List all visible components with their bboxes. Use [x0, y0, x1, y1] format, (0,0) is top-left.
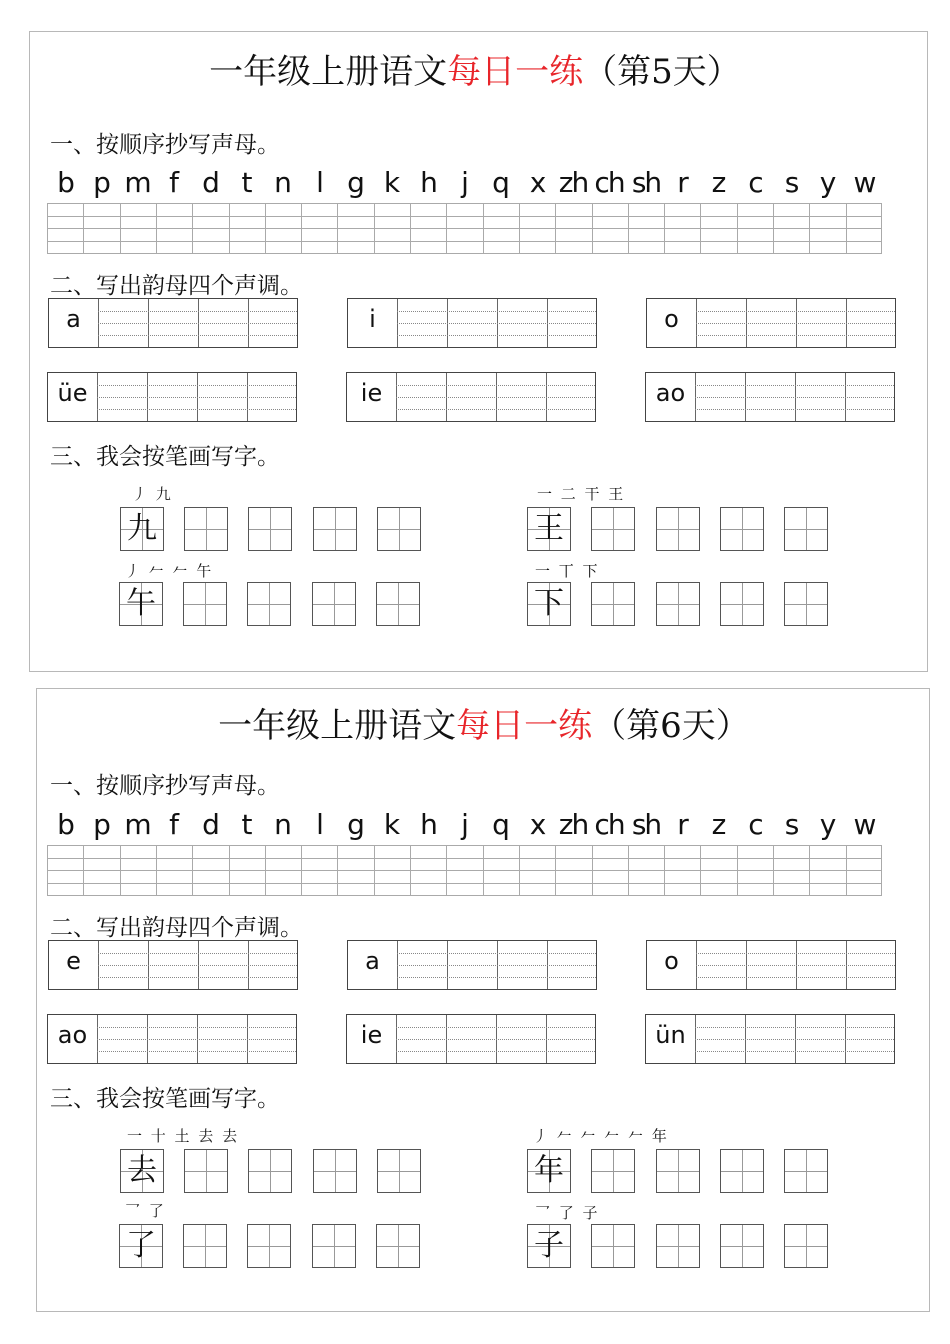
practice-box[interactable] [376, 582, 420, 626]
initials-writing-grid[interactable] [47, 845, 882, 895]
initial-letter: m [124, 808, 150, 841]
grid-line [265, 203, 266, 253]
tone-box[interactable] [47, 372, 297, 422]
practice-box[interactable] [591, 1224, 635, 1268]
practice-box[interactable] [591, 507, 635, 551]
practice-box[interactable] [784, 582, 828, 626]
grid-line [628, 845, 629, 895]
guide-line [695, 1039, 894, 1040]
grid-line [846, 845, 847, 895]
initial-letter: c [748, 808, 762, 841]
model-character: 去 [127, 1153, 157, 1188]
grid-line [301, 845, 302, 895]
tone-box[interactable] [48, 940, 298, 990]
grid-line [446, 845, 447, 895]
guide-line [397, 335, 596, 336]
title-highlight: 每日一练 [456, 706, 593, 746]
initial-letter: ch [594, 166, 624, 199]
section-initials-heading: 一、按顺序抄写声母。 [50, 132, 280, 158]
practice-box[interactable] [313, 1149, 357, 1193]
grid-line [120, 203, 121, 253]
practice-box[interactable] [248, 507, 292, 551]
guide-line [97, 397, 296, 398]
guide-line [97, 385, 296, 386]
initial-letter: j [461, 808, 467, 841]
tone-box[interactable] [47, 1014, 297, 1064]
practice-box[interactable] [784, 1224, 828, 1268]
grid-line [555, 845, 556, 895]
grid-line [446, 203, 447, 253]
initial-letter: s [784, 166, 798, 199]
grid-line [337, 845, 338, 895]
initial-letter: w [853, 166, 875, 199]
initial-letter: k [383, 808, 399, 841]
grid-line [592, 845, 593, 895]
final-label: a [66, 305, 81, 333]
grid-line [47, 241, 882, 242]
guide-line [695, 1051, 894, 1052]
guide-line [696, 335, 895, 336]
practice-box[interactable] [184, 1149, 228, 1193]
guide-line [396, 385, 595, 386]
grid-line [773, 845, 774, 895]
practice-box[interactable] [377, 1149, 421, 1193]
grid-line [809, 845, 810, 895]
initial-letter: l [316, 166, 322, 199]
final-label: ao [57, 1021, 88, 1049]
stroke-order: 丿 九 [132, 485, 173, 503]
initial-letter: zh [558, 808, 588, 841]
guide-line [696, 323, 895, 324]
grid-line [120, 845, 121, 895]
grid-line [881, 845, 882, 895]
initials-row [47, 166, 882, 200]
model-character-box [119, 582, 163, 626]
practice-box[interactable] [720, 1224, 764, 1268]
tone-box[interactable] [346, 1014, 596, 1064]
initials-row [47, 808, 882, 842]
initial-letter: f [169, 808, 177, 841]
grid-line [337, 203, 338, 253]
guide-line [696, 311, 895, 312]
initial-letter: sh [631, 166, 661, 199]
practice-box[interactable] [591, 1149, 635, 1193]
practice-box[interactable] [656, 507, 700, 551]
section-strokes-heading: 三、我会按笔画写字。 [50, 444, 280, 470]
guide-line [696, 977, 895, 978]
guide-line [397, 323, 596, 324]
grid-line [229, 845, 230, 895]
initial-letter: h [420, 166, 436, 199]
practice-box[interactable] [591, 582, 635, 626]
grid-line [410, 845, 411, 895]
initial-letter: ch [594, 808, 624, 841]
practice-box[interactable] [656, 1224, 700, 1268]
initial-letter: q [492, 808, 508, 841]
initial-letter: t [241, 166, 251, 199]
guide-line [98, 335, 297, 336]
model-character-box [527, 507, 571, 551]
practice-box[interactable] [720, 582, 764, 626]
practice-box[interactable] [312, 582, 356, 626]
model-character: 午 [126, 586, 156, 621]
grid-line [47, 203, 48, 253]
initial-letter: d [202, 808, 218, 841]
initial-letter: s [784, 808, 798, 841]
initial-letter: l [316, 808, 322, 841]
page-title-day6: 一年级上册语文每日一练（第6天） [218, 706, 750, 746]
model-character-box [527, 1149, 571, 1193]
grid-line [519, 203, 520, 253]
grid-line [156, 845, 157, 895]
final-label: e [66, 947, 81, 975]
grid-line [664, 845, 665, 895]
practice-box[interactable] [720, 507, 764, 551]
initial-letter: n [274, 166, 290, 199]
model-character: 下 [534, 586, 564, 621]
initial-letter: y [819, 808, 835, 841]
grid-line [700, 203, 701, 253]
practice-box[interactable] [720, 1149, 764, 1193]
grid-line [265, 845, 266, 895]
practice-box[interactable] [313, 507, 357, 551]
final-label: o [664, 947, 679, 975]
tone-box[interactable] [645, 1014, 895, 1064]
grid-line [301, 203, 302, 253]
final-label: a [365, 947, 380, 975]
model-character: 九 [127, 511, 157, 546]
initial-letter: p [93, 166, 109, 199]
title-highlight: 每日一练 [447, 52, 584, 92]
model-character-box [120, 507, 164, 551]
stroke-order: 一 丅 下 [535, 562, 600, 580]
practice-box[interactable] [656, 582, 700, 626]
guide-line [696, 953, 895, 954]
practice-box[interactable] [184, 507, 228, 551]
guide-line [695, 385, 894, 386]
stroke-order: 乛 了 [125, 1202, 166, 1220]
grid-line [47, 870, 882, 871]
initial-letter: g [347, 166, 363, 199]
model-character: 年 [534, 1153, 564, 1188]
initial-letter: n [274, 808, 290, 841]
grid-line [519, 845, 520, 895]
tone-box[interactable] [347, 940, 597, 990]
grid-line [483, 845, 484, 895]
guide-line [97, 1039, 296, 1040]
initial-letter: x [529, 808, 545, 841]
grid-line [737, 845, 738, 895]
grid-line [374, 203, 375, 253]
grid-line [47, 895, 882, 896]
initial-letter: r [677, 166, 687, 199]
guide-line [397, 965, 596, 966]
guide-line [397, 953, 596, 954]
grid-line [47, 203, 882, 204]
guide-line [98, 965, 297, 966]
model-character-box [120, 1149, 164, 1193]
practice-box[interactable] [248, 1149, 292, 1193]
final-label: ie [360, 379, 383, 407]
initial-letter: c [748, 166, 762, 199]
model-character-box [527, 1224, 571, 1268]
initial-letter: zh [558, 166, 588, 199]
initial-letter: k [383, 166, 399, 199]
initial-letter: h [420, 808, 436, 841]
final-label: o [664, 305, 679, 333]
guide-line [397, 311, 596, 312]
guide-line [396, 397, 595, 398]
section-strokes-heading: 三、我会按笔画写字。 [50, 1086, 280, 1112]
practice-box[interactable] [312, 1224, 356, 1268]
guide-line [396, 1027, 595, 1028]
stroke-order: 丿 𠂉 𠂉 午 [125, 562, 214, 580]
guide-line [695, 397, 894, 398]
model-character: 王 [534, 511, 564, 546]
initial-letter: f [169, 166, 177, 199]
practice-box[interactable] [376, 1224, 420, 1268]
practice-box[interactable] [377, 507, 421, 551]
grid-line [410, 203, 411, 253]
initial-letter: q [492, 166, 508, 199]
grid-line [881, 203, 882, 253]
stroke-order: 一 二 干 王 [537, 485, 626, 503]
guide-line [695, 1027, 894, 1028]
initial-letter: r [677, 808, 687, 841]
grid-line [47, 228, 882, 229]
grid-line [483, 203, 484, 253]
initials-writing-grid[interactable] [47, 203, 882, 253]
grid-line [592, 203, 593, 253]
guide-line [396, 1051, 595, 1052]
grid-line [737, 203, 738, 253]
initial-letter: x [529, 166, 545, 199]
tone-box[interactable] [346, 372, 596, 422]
practice-box[interactable] [784, 507, 828, 551]
initial-letter: p [93, 808, 109, 841]
guide-line [97, 409, 296, 410]
stroke-order: 一 十 土 去 去 [127, 1127, 240, 1145]
guide-line [97, 1051, 296, 1052]
grid-line [83, 203, 84, 253]
grid-line [555, 203, 556, 253]
page-title-day5: 一年级上册语文每日一练（第5天） [209, 52, 741, 92]
section-initials-heading: 一、按顺序抄写声母。 [50, 773, 280, 799]
model-character: 了 [126, 1228, 156, 1263]
grid-line [628, 203, 629, 253]
practice-box[interactable] [247, 1224, 291, 1268]
grid-line [47, 845, 48, 895]
initial-letter: z [711, 166, 725, 199]
practice-box[interactable] [183, 582, 227, 626]
model-character-box [527, 582, 571, 626]
tone-box[interactable] [646, 298, 896, 348]
guide-line [98, 323, 297, 324]
grid-line [47, 858, 882, 859]
initial-letter: j [461, 166, 467, 199]
guide-line [98, 311, 297, 312]
grid-line [664, 203, 665, 253]
grid-line [47, 845, 882, 846]
tone-box[interactable] [645, 372, 895, 422]
initial-letter: d [202, 166, 218, 199]
guide-line [695, 409, 894, 410]
section-tones-heading: 二、写出韵母四个声调。 [50, 915, 303, 941]
practice-box[interactable] [247, 582, 291, 626]
final-label: üe [57, 379, 88, 407]
grid-line [47, 253, 882, 254]
grid-line [192, 203, 193, 253]
guide-line [98, 953, 297, 954]
guide-line [97, 1027, 296, 1028]
grid-line [47, 883, 882, 884]
grid-line [229, 203, 230, 253]
initial-letter: y [819, 166, 835, 199]
section-tones-heading: 二、写出韵母四个声调。 [50, 273, 303, 299]
initial-letter: b [57, 808, 73, 841]
tone-box[interactable] [347, 298, 597, 348]
practice-box[interactable] [784, 1149, 828, 1193]
practice-box[interactable] [183, 1224, 227, 1268]
grid-line [83, 845, 84, 895]
grid-line [156, 203, 157, 253]
grid-line [700, 845, 701, 895]
grid-line [846, 203, 847, 253]
tone-box[interactable] [646, 940, 896, 990]
guide-line [98, 977, 297, 978]
initial-letter: sh [631, 808, 661, 841]
final-label: ün [655, 1021, 686, 1049]
final-label: i [369, 305, 376, 333]
grid-line [374, 845, 375, 895]
initial-letter: g [347, 808, 363, 841]
stroke-order: 乛 了 子 [535, 1204, 600, 1222]
initial-letter: w [853, 808, 875, 841]
initial-letter: m [124, 166, 150, 199]
final-label: ao [655, 379, 686, 407]
model-character-box [119, 1224, 163, 1268]
guide-line [696, 965, 895, 966]
grid-line [192, 845, 193, 895]
guide-line [396, 409, 595, 410]
initial-letter: z [711, 808, 725, 841]
initial-letter: t [241, 808, 251, 841]
stroke-order: 丿 𠂉 𠂉 𠂉 𠂉 年 [533, 1127, 669, 1145]
grid-line [773, 203, 774, 253]
guide-line [396, 1039, 595, 1040]
final-label: ie [360, 1021, 383, 1049]
guide-line [397, 977, 596, 978]
grid-line [809, 203, 810, 253]
initial-letter: b [57, 166, 73, 199]
model-character: 子 [534, 1228, 564, 1263]
tone-box[interactable] [48, 298, 298, 348]
practice-box[interactable] [656, 1149, 700, 1193]
grid-line [47, 216, 882, 217]
